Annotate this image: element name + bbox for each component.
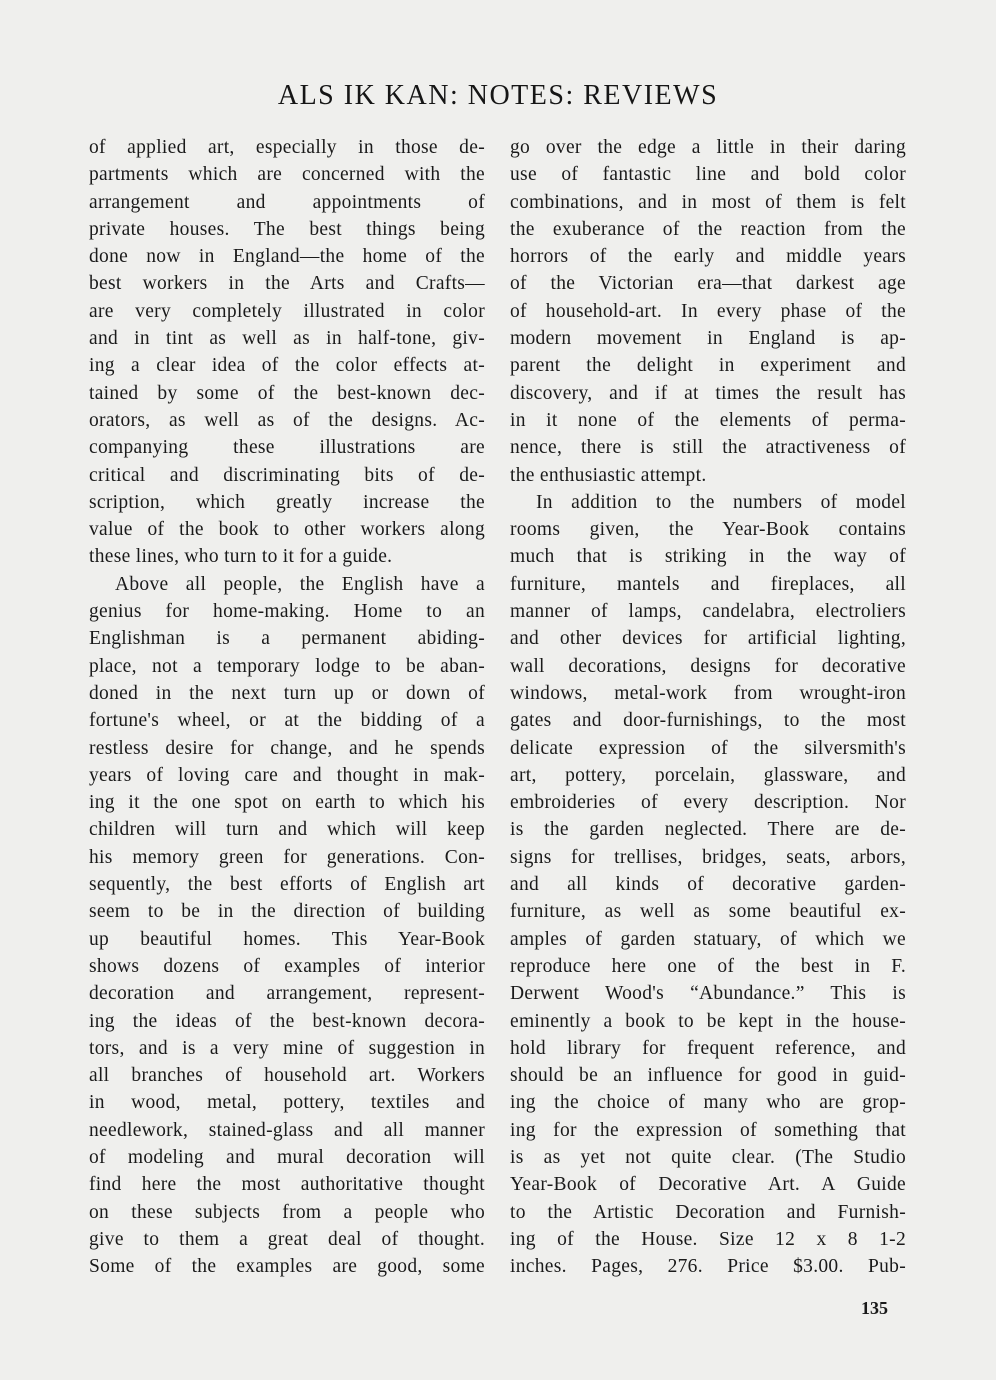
text-line: ing of the House. Size 12 x 8 1-2 bbox=[510, 1228, 906, 1250]
text-line: decoration and arrangement, represent- bbox=[89, 983, 485, 1005]
text-line: ing the ideas of the best-known decora- bbox=[89, 1010, 485, 1032]
text-line: best workers in the Arts and Crafts— bbox=[89, 273, 485, 295]
text-line: is as yet not quite clear. (The Studio bbox=[510, 1146, 906, 1168]
text-line: should be an influence for good in guid- bbox=[510, 1065, 906, 1087]
text-line: arrangement and appointments of bbox=[89, 191, 485, 213]
text-line: nence, there is still the atractiveness of bbox=[510, 437, 906, 459]
text-line: is the garden neglected. There are de- bbox=[510, 819, 906, 841]
text-line: done now in England—the home of the bbox=[89, 246, 485, 268]
text-line: ing a clear idea of the color effects at- bbox=[89, 355, 485, 377]
text-line: windows, metal-work from wrought-iron bbox=[510, 682, 906, 704]
text-line: ing for the expression of something that bbox=[510, 1119, 906, 1141]
text-line: find here the most authoritative thought bbox=[89, 1174, 485, 1196]
text-line: parent the delight in experiment and bbox=[510, 355, 906, 377]
text-line: art, pottery, porcelain, glassware, and bbox=[510, 764, 906, 786]
text-line: hold library for frequent reference, and bbox=[510, 1037, 906, 1059]
text-line: orators, as well as of the designs. Ac- bbox=[89, 409, 485, 431]
text-line: restless desire for change, and he spends bbox=[89, 737, 485, 759]
text-line: go over the edge a little in their daring bbox=[510, 137, 906, 158]
page-number: 135 bbox=[861, 1298, 888, 1318]
text-line: Englishman is a permanent abiding- bbox=[89, 628, 485, 650]
text-line: needlework, stained-glass and all manner bbox=[89, 1119, 485, 1141]
text-line: wall decorations, designs for decorative bbox=[510, 655, 906, 677]
text-line: the enthusiastic attempt. bbox=[510, 464, 707, 486]
text-line: value of the book to other workers along bbox=[89, 519, 485, 541]
text-line: gates and door-furnishings, to the most bbox=[510, 710, 906, 732]
text-line: critical and discriminating bits of de- bbox=[89, 464, 485, 486]
text-line: embroideries of every description. Nor bbox=[510, 792, 906, 814]
text-line: up beautiful homes. This Year-Book bbox=[89, 928, 485, 950]
text-line: delicate expression of the silversmith's bbox=[510, 737, 906, 759]
text-line: use of fantastic line and bold color bbox=[510, 164, 906, 186]
text-line: the exuberance of the reaction from the bbox=[510, 218, 906, 240]
text-line: private houses. The best things being bbox=[89, 218, 485, 240]
text-line: partments which are concerned with the bbox=[89, 164, 485, 186]
text-line: and in tint as well as in half-tone, giv- bbox=[89, 328, 485, 350]
text-line: fortune's wheel, or at the bidding of a bbox=[89, 710, 485, 732]
text-line: much that is striking in the way of bbox=[510, 546, 906, 568]
text-line: all branches of household art. Workers bbox=[89, 1065, 485, 1087]
text-line: place, not a temporary lodge to be aban- bbox=[89, 655, 485, 677]
text-line: modern movement in England is ap- bbox=[510, 328, 906, 350]
text-line: genius for home-making. Home to an bbox=[89, 601, 485, 623]
text-line: manner of lamps, candelabra, electroliers bbox=[510, 601, 906, 623]
text-line: combinations, and in most of them is felt bbox=[510, 191, 906, 213]
text-line: on these subjects from a people who bbox=[89, 1201, 485, 1223]
text-line: Year-Book of Decorative Art. A Guide bbox=[510, 1174, 906, 1196]
text-line: and other devices for artificial lighting, bbox=[510, 628, 906, 650]
text-line: furniture, as well as some beautiful ex- bbox=[510, 901, 906, 923]
text-line: eminently a book to be kept in the house- bbox=[510, 1010, 906, 1032]
text-line: Derwent Wood's “Abundance.” This is bbox=[510, 983, 906, 1005]
text-line: discovery, and if at times the result has bbox=[510, 382, 906, 404]
text-line: of household-art. In every phase of the bbox=[510, 300, 906, 322]
text-line: children will turn and which will keep bbox=[89, 819, 485, 841]
text-line: shows dozens of examples of interior bbox=[89, 955, 485, 977]
text-line: seem to be in the direction of building bbox=[89, 901, 485, 923]
text-line: to the Artistic Decoration and Furnish- bbox=[510, 1201, 906, 1223]
text-line: ing the choice of many who are grop- bbox=[510, 1092, 906, 1114]
text-line: furniture, mantels and fireplaces, all bbox=[510, 573, 906, 595]
text-line: reproduce here one of the best in F. bbox=[510, 955, 906, 977]
text-line: In addition to the numbers of model bbox=[536, 491, 906, 513]
right-text-column bbox=[510, 134, 906, 1280]
text-line: companying these illustrations are bbox=[89, 437, 485, 459]
text-line: tors, and is a very mine of suggestion in bbox=[89, 1037, 485, 1059]
text-line: rooms given, the Year-Book contains bbox=[510, 519, 906, 541]
text-line: of the Victorian era—that darkest age bbox=[510, 273, 906, 295]
text-line: in wood, metal, pottery, textiles and bbox=[89, 1092, 485, 1114]
text-line: inches. Pages, 276. Price $3.00. Pub- bbox=[510, 1256, 906, 1278]
text-line: of applied art, especially in those de- bbox=[89, 137, 485, 158]
text-line: and all kinds of decorative garden- bbox=[510, 874, 906, 896]
text-line: his memory green for generations. Con- bbox=[89, 846, 485, 868]
text-line: horrors of the early and middle years bbox=[510, 246, 906, 268]
text-line: are very completely illustrated in color bbox=[89, 300, 485, 322]
text-line: these lines, who turn to it for a guide. bbox=[89, 546, 393, 568]
text-line: in it none of the elements of perma- bbox=[510, 409, 906, 431]
text-line: doned in the next turn up or down of bbox=[89, 682, 485, 704]
text-line: Some of the examples are good, some bbox=[89, 1256, 485, 1278]
text-line: years of loving care and thought in mak- bbox=[89, 764, 485, 786]
text-line: of modeling and mural decoration will bbox=[89, 1146, 485, 1168]
text-line: sequently, the best efforts of English art bbox=[89, 874, 485, 896]
text-line: ing it the one spot on earth to which his bbox=[89, 792, 485, 814]
text-line: signs for trellises, bridges, seats, arbors, bbox=[510, 846, 906, 868]
text-line: give to them a great deal of thought. bbox=[89, 1228, 485, 1250]
text-line: scription, which greatly increase the bbox=[89, 491, 485, 513]
text-line: amples of garden statuary, of which we bbox=[510, 928, 906, 950]
left-text-column bbox=[89, 134, 485, 1280]
text-line: Above all people, the English have a bbox=[115, 573, 485, 595]
text-line: tained by some of the best-known dec- bbox=[89, 382, 485, 404]
page-header-title: ALS IK KAN: NOTES: REVIEWS bbox=[277, 80, 719, 111]
